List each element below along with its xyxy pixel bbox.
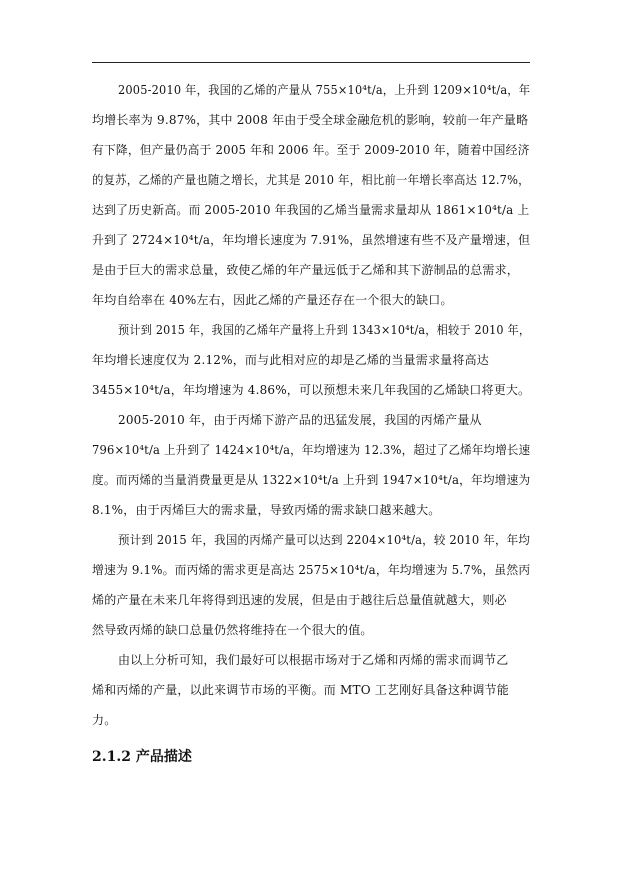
text-line: 烯的产量在未来几年将得到迅速的发展，但是由于越往后总量值就越大，则必	[92, 593, 507, 607]
text-line: 预计到 2015 年，我国的丙烯产量可以达到 2204×10⁴t/a，较 2010 年，年均	[118, 533, 531, 547]
text-line: 2005-2010 年，我国的乙烯的产量从 755×10⁴t/a，上升到 1209×10⁴t/a，年	[118, 83, 531, 97]
text-line: 2005-2010 年，由于丙烯下游产品的迅猛发展，我国的丙烯产量从	[118, 413, 482, 427]
text-line: 有下降，但产量仍高于 2005 年和 2006 年。至于 2009-2010 年，随着中国经济	[92, 143, 530, 157]
text-line: 3455×10⁴t/a，年均增速为 4.86%，可以预想未来几年我国的乙烯缺口将更大。	[92, 383, 531, 397]
section-heading: 2.1.2 产品描述	[92, 749, 192, 765]
text-line: 均增长率为 9.87%，其中 2008 年由于受全球金融危机的影响，较前一年产量略	[92, 113, 529, 127]
text-line: 烯和丙烯的产量，以此来调节市场的平衡。而 MTO 工艺刚好具备这种调节能	[92, 683, 509, 697]
header-rule	[92, 62, 530, 63]
text-line: 的复苏，乙烯的产量也随之增长，尤其是 2010 年，相比前一年增长率高达 12.7%，	[92, 173, 530, 187]
text-line: 升到了 2724×10⁴t/a，年均增长速度为 7.91%，虽然增速有些不及产量增速，但	[92, 233, 531, 247]
text-line: 预计到 2015 年，我国的乙烯年产量将上升到 1343×10⁴t/a，相较于 2010 年，	[118, 323, 531, 337]
text-line: 是由于巨大的需求总量，致使乙烯的年产量远低于乙烯和其下游制品的总需求，	[92, 263, 520, 277]
text-line: 年均增长速度仅为 2.12%，而与此相对应的却是乙烯的当量需求量将高达	[92, 353, 489, 367]
text-line: 达到了历史新高。而 2005-2010 年我国的乙烯当量需求量却从 1861×10⁴t/a 上	[92, 203, 530, 217]
text-line: 8.1%，由于丙烯巨大的需求量，导致丙烯的需求缺口越来越大。	[92, 503, 441, 517]
text-line: 力。	[92, 713, 117, 727]
text-line: 由以上分析可知，我们最好可以根据市场对于乙烯和丙烯的需求而调节乙	[118, 653, 509, 667]
text-line: 796×10⁴t/a 上升到了 1424×10⁴t/a，年均增速为 12.3%，超过了乙烯年均增长速	[92, 443, 531, 457]
text-line: 年均自给率在 40%左右，因此乙烯的产量还存在一个很大的缺口。	[92, 293, 453, 307]
text-line: 然导致丙烯的缺口总量仍然将维持在一个很大的值。	[92, 623, 373, 637]
text-line: 度。而丙烯的当量消费量更是从 1322×10⁴t/a 上升到 1947×10⁴t/a，年均增速为	[92, 473, 531, 487]
text-line: 增速为 9.1%。而丙烯的需求更是高达 2575×10⁴t/a，年均增速为 5.7%，虽然丙	[92, 563, 531, 577]
